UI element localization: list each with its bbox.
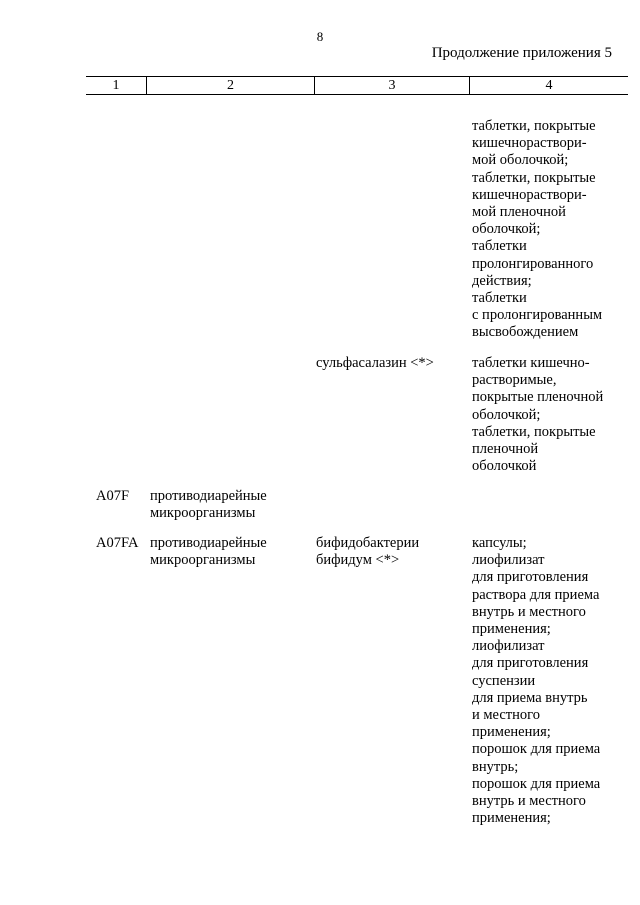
table-row-3-drug-name: бифидобактерии бифидум <*> bbox=[316, 535, 420, 569]
column-header-4: 4 bbox=[545, 78, 553, 93]
table-row-0-dosage-forms: таблетки, покрытые кишечнораствори- мой оболочкой; таблетки, покрытые кишечнораствори- мой пленочной оболочкой; таблетки пролонгированного действия; таблетки с пролонгированным высвобождением bbox=[472, 118, 603, 341]
table-row-3-dosage-forms: капсулы; лиофилизат для приготовления раствора для приема внутрь и местного применения; лиофилизат для приготовления суспензии для приема внутрь и местного применения; порошок для приема внутрь; порошок для приема внутрь и местного применения; bbox=[472, 535, 601, 827]
column-header-3: 3 bbox=[388, 78, 396, 93]
continuation-caption: Продолжение приложения 5 bbox=[431, 45, 612, 61]
page-number: 8 bbox=[316, 29, 324, 44]
table-row-2-atc-code: A07F bbox=[96, 488, 130, 504]
table-row-3-atc-code: A07FA bbox=[96, 535, 139, 551]
table-header bbox=[86, 76, 628, 95]
table-row-2-atc-group: противодиарейные микроорганизмы bbox=[150, 488, 267, 522]
table-row-3-atc-group: противодиарейные микроорганизмы bbox=[150, 535, 267, 569]
table-row-1-drug-name: сульфасалазин <*> bbox=[316, 355, 434, 371]
column-header-1: 1 bbox=[112, 78, 120, 93]
column-header-2: 2 bbox=[227, 78, 234, 93]
table-row-1-dosage-forms: таблетки кишечно- растворимые, покрытые пленочной оболочкой; таблетки, покрытые пленочной оболочкой bbox=[472, 355, 604, 475]
